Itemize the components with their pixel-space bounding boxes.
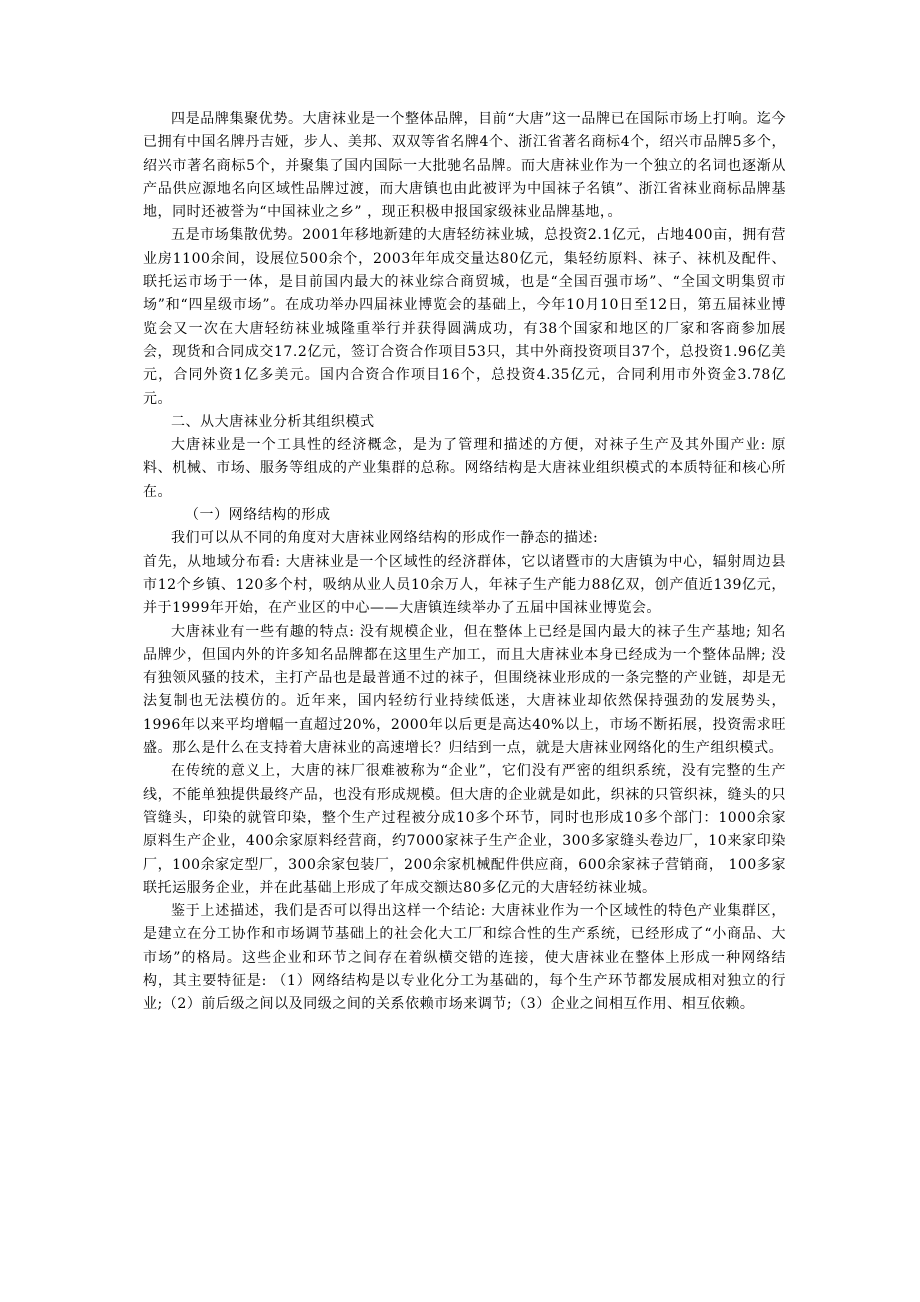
subsection-heading-network-formation: （一）网络结构的形成 xyxy=(185,507,331,524)
paragraph-traditional-enterprises: 在传统的意义上，大唐的袜厂很难被称为“企业”，它们没有严密的组织系统，没有完整的生产线，不能单独提供最终产品，也没有形成规模。但大唐的企业就是如此，织袜的只管织袜，缝头的只管缝头，印染的就管印染，整个生产过程被分成10多个环节，同时也形成10多个部门：1000余家原料生产企业，400余家原料经营商，约7000家袜子生产企业，300多家缝头卷边厂，10来家印染厂，100余家定型厂，300余家包装厂，200余家机械配件供应商，600余家袜子营销商， 100多家联托运服务企业，并在此基础上形成了年成交额达80多亿元的大唐轻纺袜业城。 xyxy=(143,763,786,896)
paragraph-industry-definition: 大唐袜业是一个工具性的经济概念，是为了管理和描述的方便，对袜子生产及其外围产业: 原料、机械、市场、服务等组成的产业集群的总称。网络结构是大唐袜业组织模式的本质特征和核心所在。 xyxy=(143,437,786,500)
paragraph-market-advantage: 五是市场集散优势。2001年移地新建的大唐轻纺袜业城，总投资2.1亿元，占地400亩，拥有营业房1100余间，设展位500余个，2003年年成交量达80亿元，集轻纺原料、袜子、袜机及配件、联托运市场于一体，是目前国内最大的袜业综合商贸城，也是“全国百强市场”、“全国文明集贸市场”和“四星级市场”。在成功举办四届袜业博览会的基础上，今年10月10日至12日，第五届袜业博览会又一次在大唐轻纺袜业城隆重举行并获得圆满成功，有38个国家和地区的厂家和客商参加展会，现货和合同成交17.2亿元，签订合资合作项目53只，其中外商投资项目37个，总投资1.96亿美元，合同外资1亿多美元。国内合资合作项目16个，总投资4.35亿元，合同利用市外资金3.78亿元。 xyxy=(143,227,786,407)
paragraph-static-description-intro: 我们可以从不同的角度对大唐袜业网络结构的形成作一静态的描述: xyxy=(171,530,599,547)
paragraph-interesting-features: 大唐袜业有一些有趣的特点: 没有规模企业，但在整体上已经是国内最大的袜子生产基地; 知名品牌少，但国内外的许多知名品牌都在这里生产加工，而且大唐袜业本身已经成为一个整体品牌; 没有独领风骚的技术，主打产品也是最普通不过的袜子，但围绕袜业形成的一条完整的产业链，却是无法复制也无法模仿的。近年来，国内轻纺行业持续低迷，大唐袜业却依然保持强劲的发展势头，1996年以来平均增幅一直超过20%，2000年以后更是高达40%以上，市场不断拓展，投资需求旺盛。那么是什么在支持着大唐袜业的高速增长？归结到一点，就是大唐袜业网络化的生产组织模式。 xyxy=(143,623,786,757)
section-heading-organization-model: 二、从大唐袜业分析其组织模式 xyxy=(171,413,375,430)
document-body xyxy=(143,108,786,1017)
paragraph-brand-advantage: 四是品牌集聚优势。大唐袜业是一个整体品牌，目前“大唐”这一品牌已在国际市场上打响。迄今已拥有中国名牌丹吉娅，步人、美邦、双双等省名牌4个、浙江省著名商标4个，绍兴市品牌5多个，绍兴市著名商标5个，并聚集了国内国际一大批驰名品牌。而大唐袜业作为一个独立的名词也逐渐从产品供应源地名向区域性品牌过渡，而大唐镇也由此被评为中国袜子名镇”、浙江省袜业商标品牌基地，同时还被誉为“中国袜业之乡” ，现正积极申报国家级袜业品牌基地，。 xyxy=(143,111,786,221)
paragraph-conclusion-network-features: 鉴于上述描述，我们是否可以得出这样一个结论: 大唐袜业作为一个区域性的特色产业集群区，是建立在分工协作和市场调节基础上的社会化大工厂和综合性的生产系统，已经形成了“小商品、大市场”的格局。这些企业和环节之间存在着纵横交错的连接，使大唐袜业在整体上形成一种网络结构，其主要特征是: （1）网络结构是以专业化分工为基础的，每个生产环节都发展成相对独立的行业;（2）前后级之间以及同级之间的关系依赖市场来调节;（3）企业之间相互作用、相互依赖。 xyxy=(143,903,786,1013)
paragraph-geographic-distribution: 首先，从地域分布看: 大唐袜业是一个区域性的经济群体，它以诸暨市的大唐镇为中心，辐射周边县市12个乡镇、120多个村，吸纳从业人员10余万人，年袜子生产能力88亿双，创产值近139亿元，并于1999年开始，在产业区的中心——大唐镇连续举办了五届中国袜业博览会。 xyxy=(143,553,786,617)
